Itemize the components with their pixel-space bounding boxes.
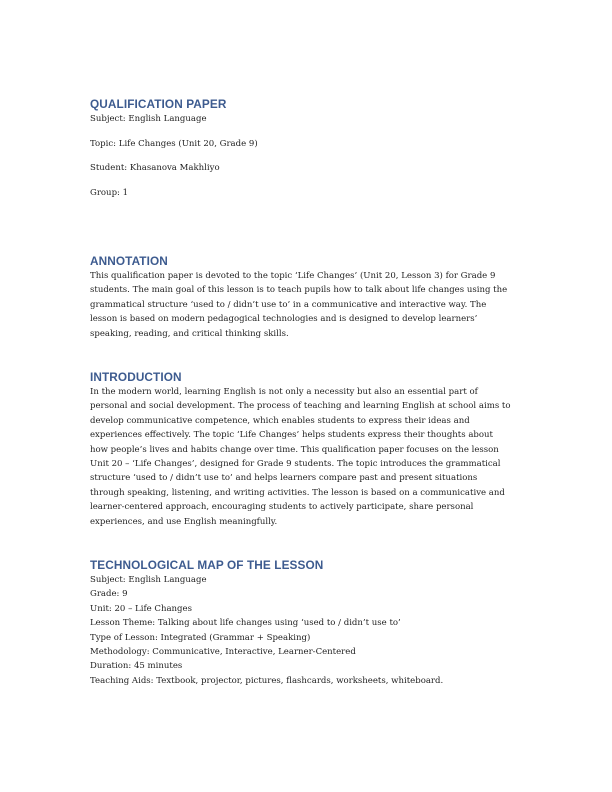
student-line: Student: Khasanova Makhliyo <box>90 163 220 173</box>
introduction-line: learner-centered approach, encouraging students to actively participate, share personal <box>90 502 474 513</box>
qualification-heading: QUALIFICATION PAPER <box>90 97 227 111</box>
subject-line: Subject: English Language <box>90 114 207 124</box>
introduction-heading: INTRODUCTION <box>90 370 182 384</box>
techmap-line: Subject: English Language <box>90 575 207 585</box>
introduction-line: In the modern world, learning English is not only a necessity but also an essential part of <box>90 387 478 397</box>
introduction-line: develop communicative competence, which enables students to express their ideas and <box>90 415 470 426</box>
techmap-line: Lesson Theme: Talking about life changes using ‘used to / didn’t use to’ <box>90 618 401 629</box>
techmap-section <box>90 557 530 688</box>
introduction-line: through speaking, listening, and writing activities. The lesson is based on a communicative and <box>90 487 505 498</box>
techmap-line: Teaching Aids: Textbook, projector, pictures, flashcards, worksheets, whiteboard. <box>90 675 444 686</box>
annotation-line: lesson is based on modern pedagogical technologies and is designed to develop learners’ <box>90 314 478 325</box>
introduction-line: structure ‘used to / didn’t use to’ and helps learners compare past and present situations <box>90 473 478 484</box>
techmap-heading: TECHNOLOGICAL MAP OF THE LESSON <box>90 558 324 572</box>
techmap-line: Grade: 9 <box>90 589 128 600</box>
annotation-section <box>90 253 530 341</box>
topic-line: Topic: Life Changes (Unit 20, Grade 9) <box>90 138 258 149</box>
annotation-line: This qualification paper is devoted to the topic ‘Life Changes’ (Unit 20, Lesson 3) for Grade 9 <box>90 271 496 281</box>
techmap-line: Type of Lesson: Integrated (Grammar + Speaking) <box>90 632 311 643</box>
techmap-line: Unit: 20 – Life Changes <box>90 603 192 614</box>
annotation-line: students. The main goal of this lesson is to teach pupils how to talk about life changes using the <box>90 285 508 296</box>
introduction-line: personal and social development. The process of teaching and learning English at school aims to <box>90 401 511 412</box>
group-line: Group: 1 <box>90 187 129 198</box>
introduction-line: how people’s lives and habits change over time. This qualification paper focuses on the lesson <box>90 444 499 455</box>
annotation-line: grammatical structure ‘used to / didn’t use to’ in a communicative and interactive way. The <box>90 299 487 310</box>
annotation-line: speaking, reading, and critical thinking skills. <box>90 328 289 339</box>
qualification-section <box>90 96 530 210</box>
introduction-line: experiences, and use English meaningfully. <box>90 516 278 527</box>
techmap-line: Duration: 45 minutes <box>90 661 183 672</box>
introduction-line: experiences effectively. The topic ‘Life Changes’ helps students express their thoughts about <box>90 430 493 441</box>
introduction-section <box>90 369 530 529</box>
annotation-heading: ANNOTATION <box>90 254 168 268</box>
techmap-line: Methodology: Communicative, Interactive, Learner-Centered <box>90 647 356 658</box>
introduction-line: Unit 20 – ‘Life Changes’, designed for Grade 9 students. The topic introduces the grammatical <box>90 459 501 470</box>
